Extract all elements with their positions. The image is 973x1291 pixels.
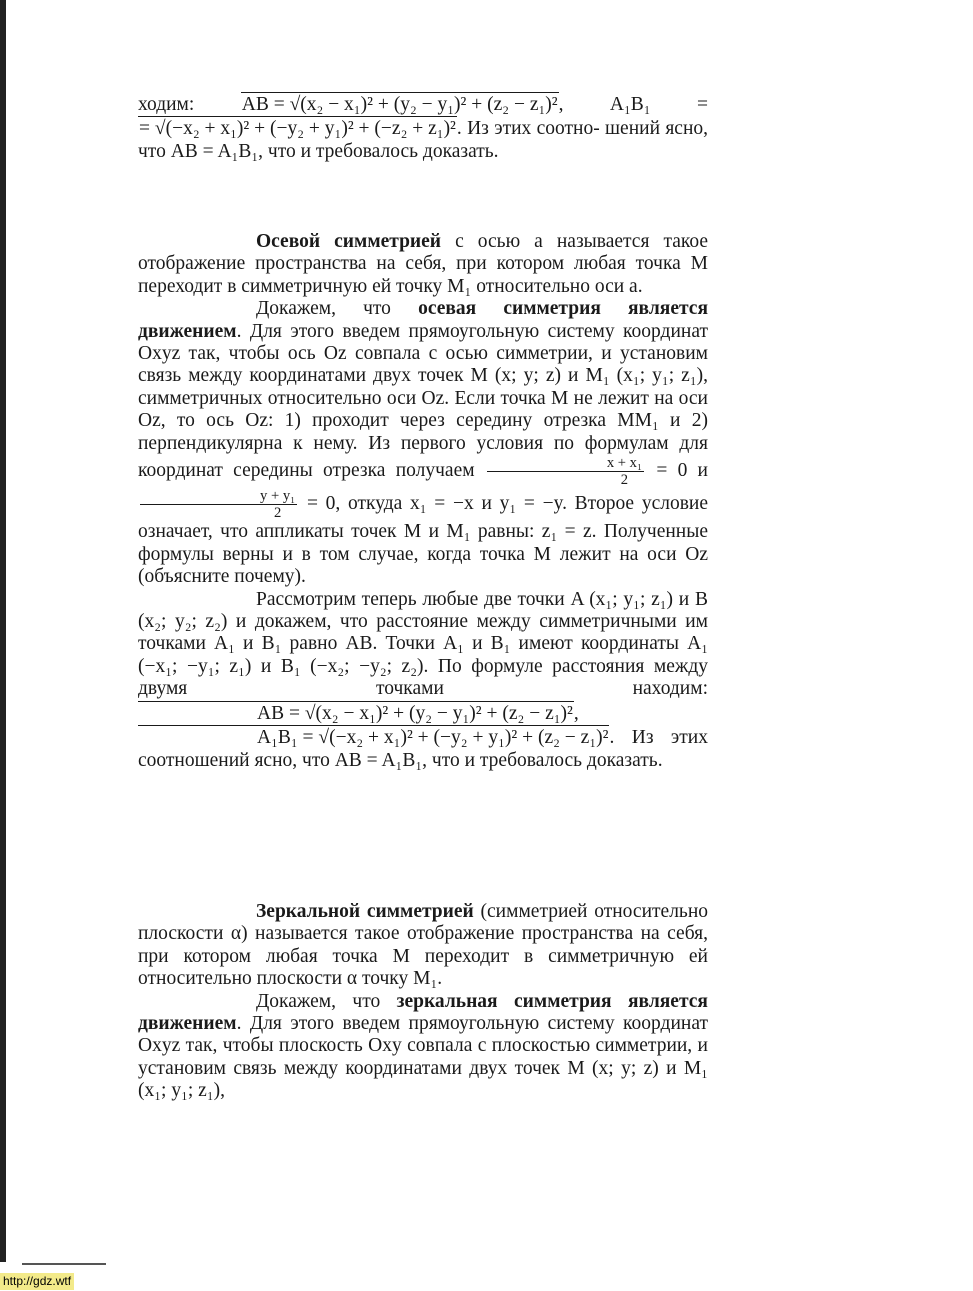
claim-mirror-motion: зеркальная симметрия является движением: [138, 990, 708, 1035]
term-axial-symmetry: Осевой симметрией: [256, 231, 442, 252]
mirror-symmetry-section: [138, 901, 708, 1103]
page-edge-shadow: [0, 0, 6, 1262]
claim-axial-motion: осевая симметрия является движением: [138, 298, 708, 342]
fraction-y: $\frac{\text{y + y₁}}{2}$: [140, 488, 297, 521]
axial-symmetry-section: [138, 231, 708, 772]
formula-ab-axial: AB = √(x₂ − x₁)² + (y₂ − y₁)² + (z₂ − z₁)²: [138, 701, 574, 725]
bottom-rule: [22, 1263, 106, 1265]
formula-a1b1: = √(−x₂ + x₁)² + (−y₂ + y₁)² + (−z₂ + z₁)²: [139, 118, 456, 140]
axial-proof: Докажем, что осевая симметрия является движением. Для этого введем прямоугольную систему координат Oxyz так, чтобы ось Oz совпала с осью симметрии, и установим связь между координатами двух точек M (x; y; z) и M₁ (x₁; y₁; z₁), симметричных относительно оси Oz. Если точка M не лежит на оси Oz, то ось Oz: 1) проходит через середину отрезка MM₁ и 2) перпендикулярна к нему. Из первого условия по формулам для координат середины отрезка получаем $\frac{\text{x + x₁}}{2}$ = 0 и $\frac{\text{y + y₁}}{2}$ = 0, откуда x₁ = −x и y₁ = −y. Второе условие означает, что аппликаты точек M и M₁ равны: z₁ = z. Полученные формулы верны и в том случае, когда точка M лежит на оси Oz (объясните почему).: [138, 298, 708, 588]
previous-proof-ending: [138, 92, 708, 163]
axial-definition: Осевой симметрией с осью a называется такое отображение пространства на себя, при котором любая точка M переходит в симметричную ей точку M₁ относительно оси a.: [138, 231, 708, 297]
fraction-x: $\frac{\text{x + x₁}}{2}$: [487, 455, 644, 488]
term-mirror-symmetry: Зеркальной симметрией: [256, 901, 474, 922]
source-link[interactable]: http://gdz.wtf: [0, 1273, 74, 1290]
formula-ab: AB = √(x₂ − x₁)² + (y₂ − y₁)² + (z₂ − z₁)²: [241, 94, 558, 115]
mirror-proof: Докажем, что зеркальная симметрия является движением. Для этого введем прямоугольную систему координат Oxyz так, чтобы плоскость Oxy совпала с плоскостью симметрии, и установим связь между координатами двух точек M (x; y; z) и M₁ (x₁; y₁; z₁),: [138, 990, 708, 1102]
mirror-definition: Зеркальной симметрией (симметрией относительно плоскости α) называется такое отображение пространства на себя, при котором любая точка M переходит в симметричную ей относительно плоскости α точку M₁.: [138, 901, 708, 990]
paragraph: ходим: AB = √(x₂ − x₁)² + (y₂ − y₁)² + (z₂ − z₁)², A₁B₁ = = √(−x₂ + x₁)² + (−y₂ + y₁)² + (−z₂ + z₁)². Из этих соотно- шений ясно, что AB = A₁B₁, что и требовалось доказать.: [138, 94, 709, 162]
formula-a1b1-axial: A₁B₁ = √(−x₂ + x₁)² + (−y₂ + y₁)² + (z₂ − z₁)²: [138, 725, 609, 749]
axial-distance-proof: Рассмотрим теперь любые две точки A (x₁; y₁; z₁) и B (x₂; y₂; z₂) и докажем, что расстояние между симметричными им точками A₁ и B₁ равно AB. Точки A₁ и B₁ имеют координаты A₁ (−x₁; −y₁; z₁) и B₁ (−x₂; −y₂; z₂). По формуле расстояния между двумя точками находим: AB = √(x₂ − x₁)² + (y₂ − y₁)² + (z₂ − z₁)², A₁B₁ = √(−x₂ + x₁)² + (−y₂ + y₁)² + (z₂ − z₁)². Из этих соотношений ясно, что AB = A₁B₁, что и требовалось доказать.: [138, 588, 708, 771]
